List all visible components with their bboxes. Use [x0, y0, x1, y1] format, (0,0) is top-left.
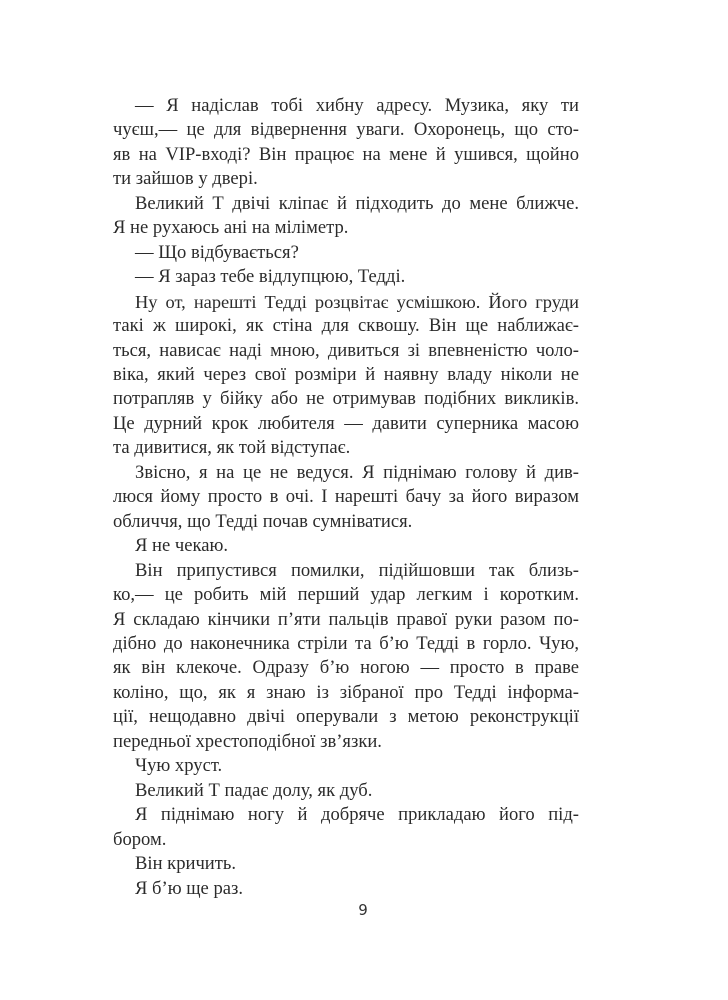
paragraph — [113, 803, 579, 852]
paragraph — [113, 534, 579, 558]
text-line: чуєш,— це для відвернення уваги. Охоронець, що сто- — [113, 119, 579, 141]
text-line: дібно до наконечника стріли та б’ю Тедді в горло. Чую, — [113, 632, 579, 654]
text-line: ти зайшов у двері. — [113, 168, 258, 190]
text-line: Великий Т падає долу, як дуб. — [135, 779, 373, 801]
paragraph — [113, 754, 579, 778]
text-line: бором. — [113, 828, 167, 850]
text-line: як він клекоче. Одразу б’ю ногою — просто в праве — [113, 657, 579, 679]
text-line: ції, нещодавно двічі оперували з метою реконструкції — [113, 706, 579, 728]
paragraph — [113, 852, 579, 876]
text-line: потрапляв у бійку або не отримував подібних викликів. — [113, 388, 579, 410]
text-line: Великий Т двічі кліпає й підходить до мене ближче. — [135, 192, 579, 214]
text-line: ться, нависає наді мною, дивиться зі впевненістю чоло- — [113, 339, 579, 361]
text-line: Я складаю кінчики п’яти пальців правої руки разом по- — [113, 608, 579, 630]
paragraph — [113, 192, 579, 241]
paragraph — [113, 779, 579, 803]
text-line: коліно, що, як я знаю із зібраної про Тедді інформа- — [113, 681, 579, 703]
paragraph — [113, 559, 579, 755]
text-line: Це дурний крок любителя — давити суперника масою — [113, 412, 579, 434]
text-line: яв на VIP-вході? Він працює на мене й ушився, щойно — [113, 143, 579, 165]
paragraph — [113, 877, 579, 901]
text-line: обличчя, що Тедді почав сумніватися. — [113, 510, 413, 532]
text-line: Я не рухаюсь ані на міліметр. — [113, 217, 349, 239]
paragraph — [113, 290, 579, 461]
text-line: Звісно, я на це не ведуся. Я піднімаю голову й див- — [135, 461, 579, 483]
text-line: віка, який через свої розміри й наявну владу ніколи не — [113, 363, 579, 385]
text-line: — Я зараз тебе відлупцюю, Тедді. — [135, 266, 406, 288]
text-line: Чую хруст. — [135, 755, 223, 777]
paragraph — [113, 461, 579, 534]
text-line: ко,— це робить мій перший удар легким і коротким. — [113, 584, 579, 606]
paragraph — [113, 265, 579, 289]
text-line: — Що відбувається? — [135, 241, 299, 263]
paragraph — [113, 241, 579, 265]
paragraph — [113, 94, 579, 192]
text-line: Він кричить. — [135, 853, 237, 875]
text-line: — Я надіслав тобі хибну адресу. Музика, яку ти — [135, 95, 579, 116]
text-line: Ну от, нарешті Тедді розцвітає усмішкою. Його груди — [135, 291, 579, 312]
text-line: передньої хрестоподібної зв’язки. — [113, 730, 382, 752]
page-number: 9 — [358, 901, 368, 919]
text-line: Я піднімаю ногу й добряче прикладаю його під- — [135, 804, 579, 826]
text-line: люся йому просто в очі. І нарешті бачу за його виразом — [113, 486, 579, 508]
text-line: Я б’ю ще раз. — [135, 877, 244, 899]
body-text — [113, 94, 579, 901]
text-line: та дивитися, як той відступає. — [113, 437, 351, 459]
text-line: такі ж широкі, як стіна для сквошу. Він ще наближає- — [113, 315, 579, 337]
text-line: Він припустився помилки, підійшовши так близь- — [135, 559, 579, 581]
text-line: Я не чекаю. — [135, 535, 229, 557]
